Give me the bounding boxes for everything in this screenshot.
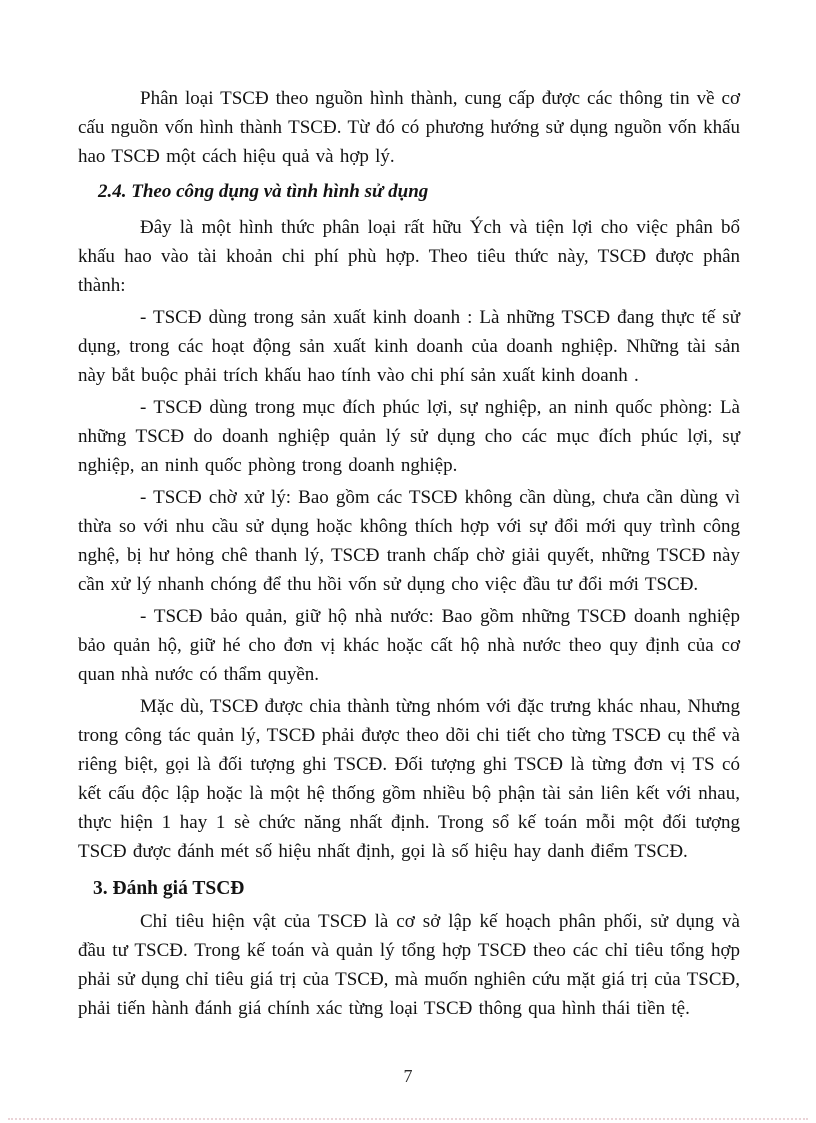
bullet-tscd-phuc-loi-su-nghiep: - TSCĐ dùng trong mục đích phúc lợi, sự nghiệp, an ninh quốc phòng: Là những TSCĐ do doanh nghiệp quản lý sử dụng cho các mục đích phúc lợi, sự nghiệp, an ninh quốc phòng trong doanh nghiệp.	[78, 397, 740, 476]
bullet-tscd-san-xuat-kinh-doanh: - TSCĐ dùng trong sản xuất kinh doanh : Là những TSCĐ đang thực tế sử dụng, trong các hoạt động sản xuất kinh doanh của doanh nghiệp. Những tài sản này bắt buộc phải trích khấu hao tính vào chi phí sản xuất kinh doanh .	[78, 307, 740, 386]
paragraph-phan-loai-nguon-hinh-thanh: Phân loại TSCĐ theo nguồn hình thành, cung cấp được các thông tin về cơ cấu nguồn vốn hình thành TSCĐ. Từ đó có phương hướng sử dụng nguồn vốn khấu hao TSCĐ một cách hiệu quả và hợp lý.	[78, 88, 740, 167]
bottom-edge-scan-artifact	[8, 1118, 808, 1120]
bullet-tscd-cho-xu-ly: - TSCĐ chờ xử lý: Bao gồm các TSCĐ không cần dùng, chưa cần dùng vì thừa so với nhu cầu sử dụng hoặc không thích hợp với sự đổi mới quy trình công nghệ, bị hư hỏng chê thanh lý, TSCĐ tranh chấp chờ giải quyết, những TSCĐ này cần xử lý nhanh chóng để thu hồi vốn sử dụng cho việc đầu tư đổi mới TSCĐ.	[78, 487, 740, 595]
page-number: 7	[403, 1066, 413, 1086]
paragraph-doi-tuong-ghi-tscd: Mặc dù, TSCĐ được chia thành từng nhóm với đặc trưng khác nhau, Nhưng trong công tác quản lý, TSCĐ phải được theo dõi chi tiết cho từng TSCĐ cụ thể và riêng biệt, gọi là đối tượng ghi TSCĐ. Đối tượng ghi TSCĐ là từng đơn vị TS có kết cấu độc lập hoặc là một hệ thống gồm nhiều bộ phận tài sản liên kết với nhau, thực hiện 1 hay 1 sè chức năng nhất định. Trong sổ kế toán mỗi một đối tượng TSCĐ được đánh mét số hiệu nhất định, gọi là số hiệu hay danh điểm TSCĐ.	[78, 696, 740, 862]
document-body	[78, 84, 740, 1026]
heading-3-danh-gia-tscd: 3. Đánh giá TSCĐ	[93, 878, 245, 899]
bullet-tscd-bao-quan-giu-ho: - TSCĐ bảo quản, giữ hộ nhà nước: Bao gồm những TSCĐ doanh nghiệp bảo quản hộ, giữ hé cho đơn vị khác hoặc cất hộ nhà nước theo quy định của cơ quan nhà nước có thẩm quyền.	[78, 606, 740, 685]
heading-2-4-cong-dung: 2.4. Theo công dụng và tình hình sử dụng	[98, 181, 429, 202]
paragraph-chi-tieu-hien-vat: Chỉ tiêu hiện vật của TSCĐ là cơ sở lập kế hoạch phân phối, sử dụng và đầu tư TSCĐ. Trong kế toán và quản lý tổng hợp TSCĐ theo các chỉ tiêu tổng hợp phải sử dụng chỉ tiêu giá trị của TSCĐ, mà muốn nghiên cứu mặt giá trị của TSCĐ, phải tiến hành đánh giá chính xác từng loại TSCĐ thông qua hình thái tiền tệ.	[78, 911, 740, 1019]
paragraph-hinh-thuc-phan-loai: Đây là một hình thức phân loại rất hữu Ých và tiện lợi cho việc phân bổ khấu hao vào tài khoản chi phí phù hợp. Theo tiêu thức này, TSCĐ được phân thành:	[78, 217, 740, 296]
